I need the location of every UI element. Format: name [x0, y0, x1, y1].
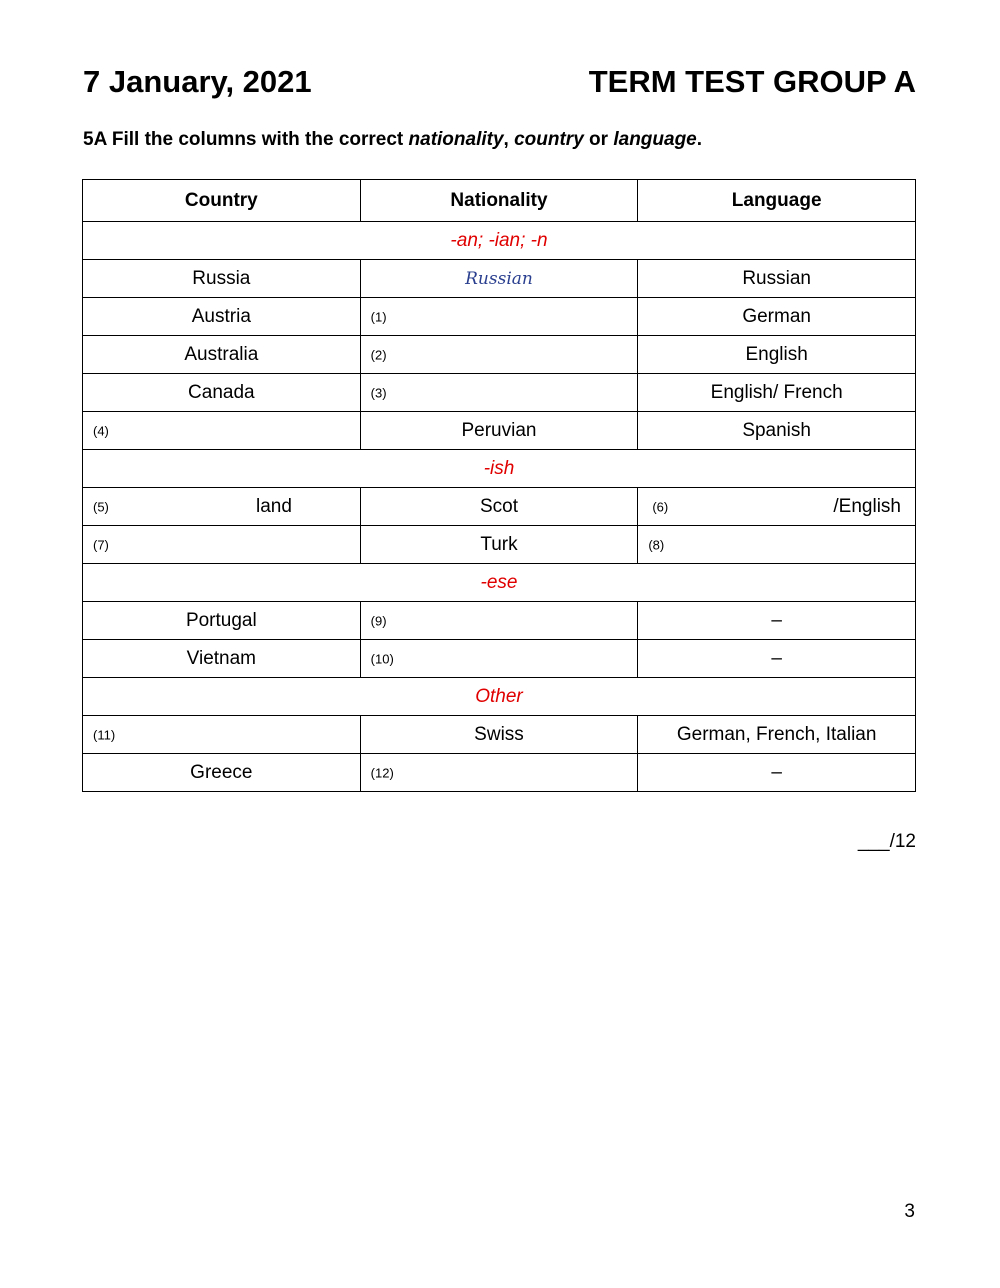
handwritten-answer: Russian [465, 268, 533, 289]
table-row [83, 336, 916, 374]
language-cell: English [638, 336, 916, 374]
table-row [83, 374, 916, 412]
language-cell: – [638, 602, 916, 640]
country-cell: Portugal [83, 602, 361, 640]
nationality-answer-cell [360, 260, 638, 298]
item-number: (11) [93, 727, 116, 742]
section-label: -ese [83, 564, 916, 602]
table-header-row [83, 180, 916, 222]
table-row [83, 298, 916, 336]
section-label: Other [83, 678, 916, 716]
nationality-blank-2[interactable] [360, 336, 638, 374]
table-row [83, 754, 916, 792]
country-suffix: land [256, 495, 292, 517]
nationality-blank-3[interactable] [360, 374, 638, 412]
nationality-cell: Peruvian [360, 412, 638, 450]
table-row [83, 640, 916, 678]
country-blank-5[interactable] [83, 488, 361, 526]
language-cell: Russian [638, 260, 916, 298]
nationality-cell: Turk [360, 526, 638, 564]
table-row [83, 488, 916, 526]
language-cell: German, French, Italian [638, 716, 916, 754]
language-cell: Spanish [638, 412, 916, 450]
nationality-cell: Swiss [360, 716, 638, 754]
item-number: (6) [652, 499, 669, 514]
nationality-blank-10[interactable] [360, 640, 638, 678]
country-cell: Canada [83, 374, 361, 412]
section-row-ese [83, 564, 916, 602]
country-blank-11[interactable] [83, 716, 361, 754]
item-number: (1) [370, 309, 387, 324]
language-cell: English/ French [638, 374, 916, 412]
item-number: (12) [370, 765, 394, 780]
section-label: -ish [83, 450, 916, 488]
nationality-table [82, 179, 916, 792]
column-header-country: Country [83, 180, 361, 222]
table-row [83, 260, 916, 298]
exercise-instruction: 5A Fill the columns with the correct nationality, country or language. [83, 129, 703, 150]
item-number: (4) [93, 423, 109, 438]
nationality-blank-9[interactable] [360, 602, 638, 640]
country-cell: Australia [83, 336, 361, 374]
country-blank-7[interactable] [83, 526, 361, 564]
country-blank-4[interactable] [83, 412, 361, 450]
item-number: (2) [370, 347, 387, 362]
item-number: (9) [370, 613, 387, 628]
nationality-blank-12[interactable] [360, 754, 638, 792]
table-row [83, 412, 916, 450]
language-cell: – [638, 754, 916, 792]
item-number: (7) [93, 537, 109, 552]
language-suffix: /English [833, 495, 901, 517]
table-row [83, 602, 916, 640]
section-label: -an; -ian; -n [83, 222, 916, 260]
country-cell: Vietnam [83, 640, 361, 678]
item-number: (8) [648, 537, 665, 552]
language-cell: – [638, 640, 916, 678]
section-row-ish [83, 450, 916, 488]
nationality-cell: Scot [360, 488, 638, 526]
column-header-nationality: Nationality [360, 180, 638, 222]
language-cell: German [638, 298, 916, 336]
country-cell: Austria [83, 298, 361, 336]
test-date: 7 January, 2021 [83, 64, 312, 99]
language-blank-6[interactable] [638, 488, 916, 526]
item-number: (5) [93, 499, 109, 514]
page-number: 3 [904, 1201, 915, 1222]
language-blank-8[interactable] [638, 526, 916, 564]
item-number: (3) [370, 385, 387, 400]
score-line: ___/12 [857, 831, 916, 852]
country-cell: Russia [83, 260, 361, 298]
table-row [83, 716, 916, 754]
section-row-other [83, 678, 916, 716]
nationality-blank-1[interactable] [360, 298, 638, 336]
test-title: TERM TEST GROUP A [588, 64, 916, 99]
table-row [83, 526, 916, 564]
country-cell: Greece [83, 754, 361, 792]
item-number: (10) [370, 651, 394, 666]
column-header-language: Language [638, 180, 916, 222]
section-row-an [83, 222, 916, 260]
